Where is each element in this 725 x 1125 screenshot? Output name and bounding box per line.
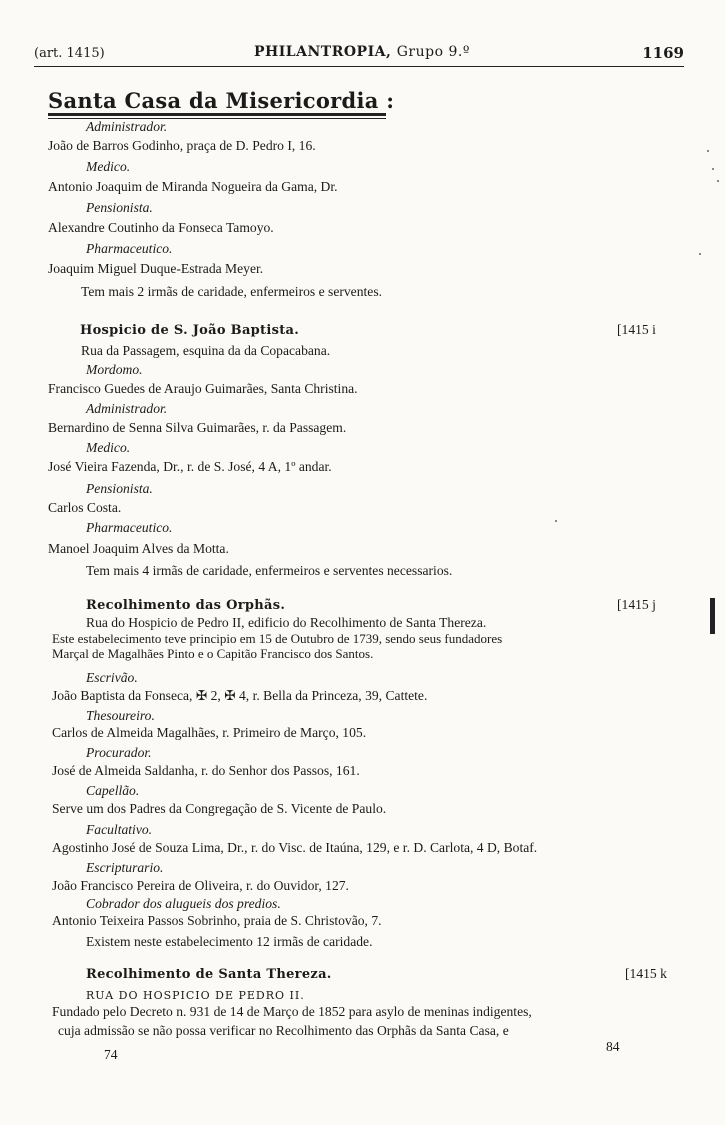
role-label: Facultativo. [86, 822, 153, 837]
role-label: Pharmaceutico. [86, 241, 173, 256]
role-label: Pensionista. [86, 200, 153, 215]
role-label: Administrador. [86, 119, 168, 134]
entry-text: Carlos de Almeida Magalhães, r. Primeiro de Março, 105. [52, 725, 367, 740]
history-text: Este estabelecimento teve principio em 15 de Outubro de 1739, sendo seus fundadores [52, 631, 503, 646]
section-note: Existem neste estabelecimento 12 irmãs de caridade. [86, 934, 373, 949]
role-label: Pharmaceutico. [86, 520, 173, 535]
entry-text: João de Barros Godinho, praça de D. Pedro I, 16. [48, 138, 316, 153]
body-text: cuja admissão se não possa verificar no Recolhimento das Orphãs da Santa Casa, e [58, 1023, 509, 1038]
entry-text: Manoel Joaquim Alves da Motta. [48, 541, 229, 556]
role-label: Capellão. [86, 783, 140, 798]
section-title: Santa Casa da Misericordia : [48, 88, 395, 113]
entry-text: Agostinho José de Souza Lima, Dr., r. do Visc. de Itaúna, 129, e r. D. Carlota, 4 D, Botaf. [52, 840, 538, 855]
print-speck [717, 180, 719, 182]
role-label: Cobrador dos alugueis dos predios. [86, 896, 281, 911]
institution-address: RUA DO HOSPICIO DE PEDRO II. [86, 989, 305, 1002]
entry-text: Carlos Costa. [48, 500, 122, 515]
body-text: Fundado pelo Decreto n. 931 de 14 de Março de 1852 para asylo de meninas indigentes, [52, 1004, 532, 1019]
entry-text: João Francisco Pereira de Oliveira, r. do Ouvidor, 127. [52, 878, 349, 893]
institution-title: Recolhimento das Orphãs. [86, 598, 286, 613]
entry-text: Bernardino de Senna Silva Guimarães, r. da Passagem. [48, 420, 347, 435]
article-ref: [1415 k [625, 966, 667, 981]
entry-text: João Baptista da Fonseca, ✠ 2, ✠ 4, r. Bella da Princeza, 39, Cattete. [52, 688, 428, 703]
entry-text: Joaquim Miguel Duque-Estrada Meyer. [48, 261, 264, 276]
entry-text: Antonio Teixeira Passos Sobrinho, praia de S. Christovão, 7. [52, 913, 382, 928]
institution-address: Rua do Hospicio de Pedro II, edificio do Recolhimento de Santa Thereza. [86, 615, 487, 630]
running-title: PHILANTROPIA, Grupo 9.º [254, 44, 470, 60]
page-number: 1169 [642, 44, 684, 62]
entry-text: Antonio Joaquim de Miranda Nogueira da Gama, Dr. [48, 179, 338, 194]
role-label: Thesoureiro. [86, 708, 155, 723]
article-range: (art. 1415) [34, 46, 105, 61]
history-text: Marçal de Magalhães Pinto e o Capitão Francisco dos Santos. [52, 646, 374, 661]
article-ref: [1415 j [617, 597, 656, 612]
margin-bar [710, 598, 715, 634]
institution-title: Recolhimento de Santa Thereza. [86, 967, 332, 982]
role-label: Escripturario. [86, 860, 164, 875]
page-header [34, 42, 684, 67]
signature-mark: 84 [606, 1039, 620, 1054]
print-speck [712, 168, 714, 170]
institution-title: Hospicio de S. João Baptista. [80, 323, 300, 338]
entry-text: Alexandre Coutinho da Fonseca Tamoyo. [48, 220, 274, 235]
role-label: Medico. [86, 440, 131, 455]
entry-text: Serve um dos Padres da Congregação de S. Vicente de Paulo. [52, 801, 387, 816]
institution-address: Rua da Passagem, esquina da da Copacabana. [81, 343, 331, 358]
print-speck [707, 150, 709, 152]
section-note: Tem mais 2 irmãs de caridade, enfermeiros e serventes. [81, 284, 383, 299]
print-speck [699, 253, 701, 255]
signature-mark: 74 [104, 1047, 118, 1062]
role-label: Medico. [86, 159, 131, 174]
title-rule-thick [48, 113, 386, 116]
section-note: Tem mais 4 irmãs de caridade, enfermeiros e serventes necessarios. [86, 563, 453, 578]
article-ref: [1415 i [617, 322, 656, 337]
entry-text: José de Almeida Saldanha, r. do Senhor dos Passos, 161. [52, 763, 360, 778]
role-label: Mordomo. [86, 362, 143, 377]
role-label: Administrador. [86, 401, 168, 416]
role-label: Escrivão. [86, 670, 138, 685]
print-speck [555, 520, 557, 522]
entry-text: José Vieira Fazenda, Dr., r. de S. José, 4 A, 1º andar. [48, 459, 332, 474]
role-label: Procurador. [86, 745, 152, 760]
role-label: Pensionista. [86, 481, 153, 496]
entry-text: Francisco Guedes de Araujo Guimarães, Santa Christina. [48, 381, 358, 396]
